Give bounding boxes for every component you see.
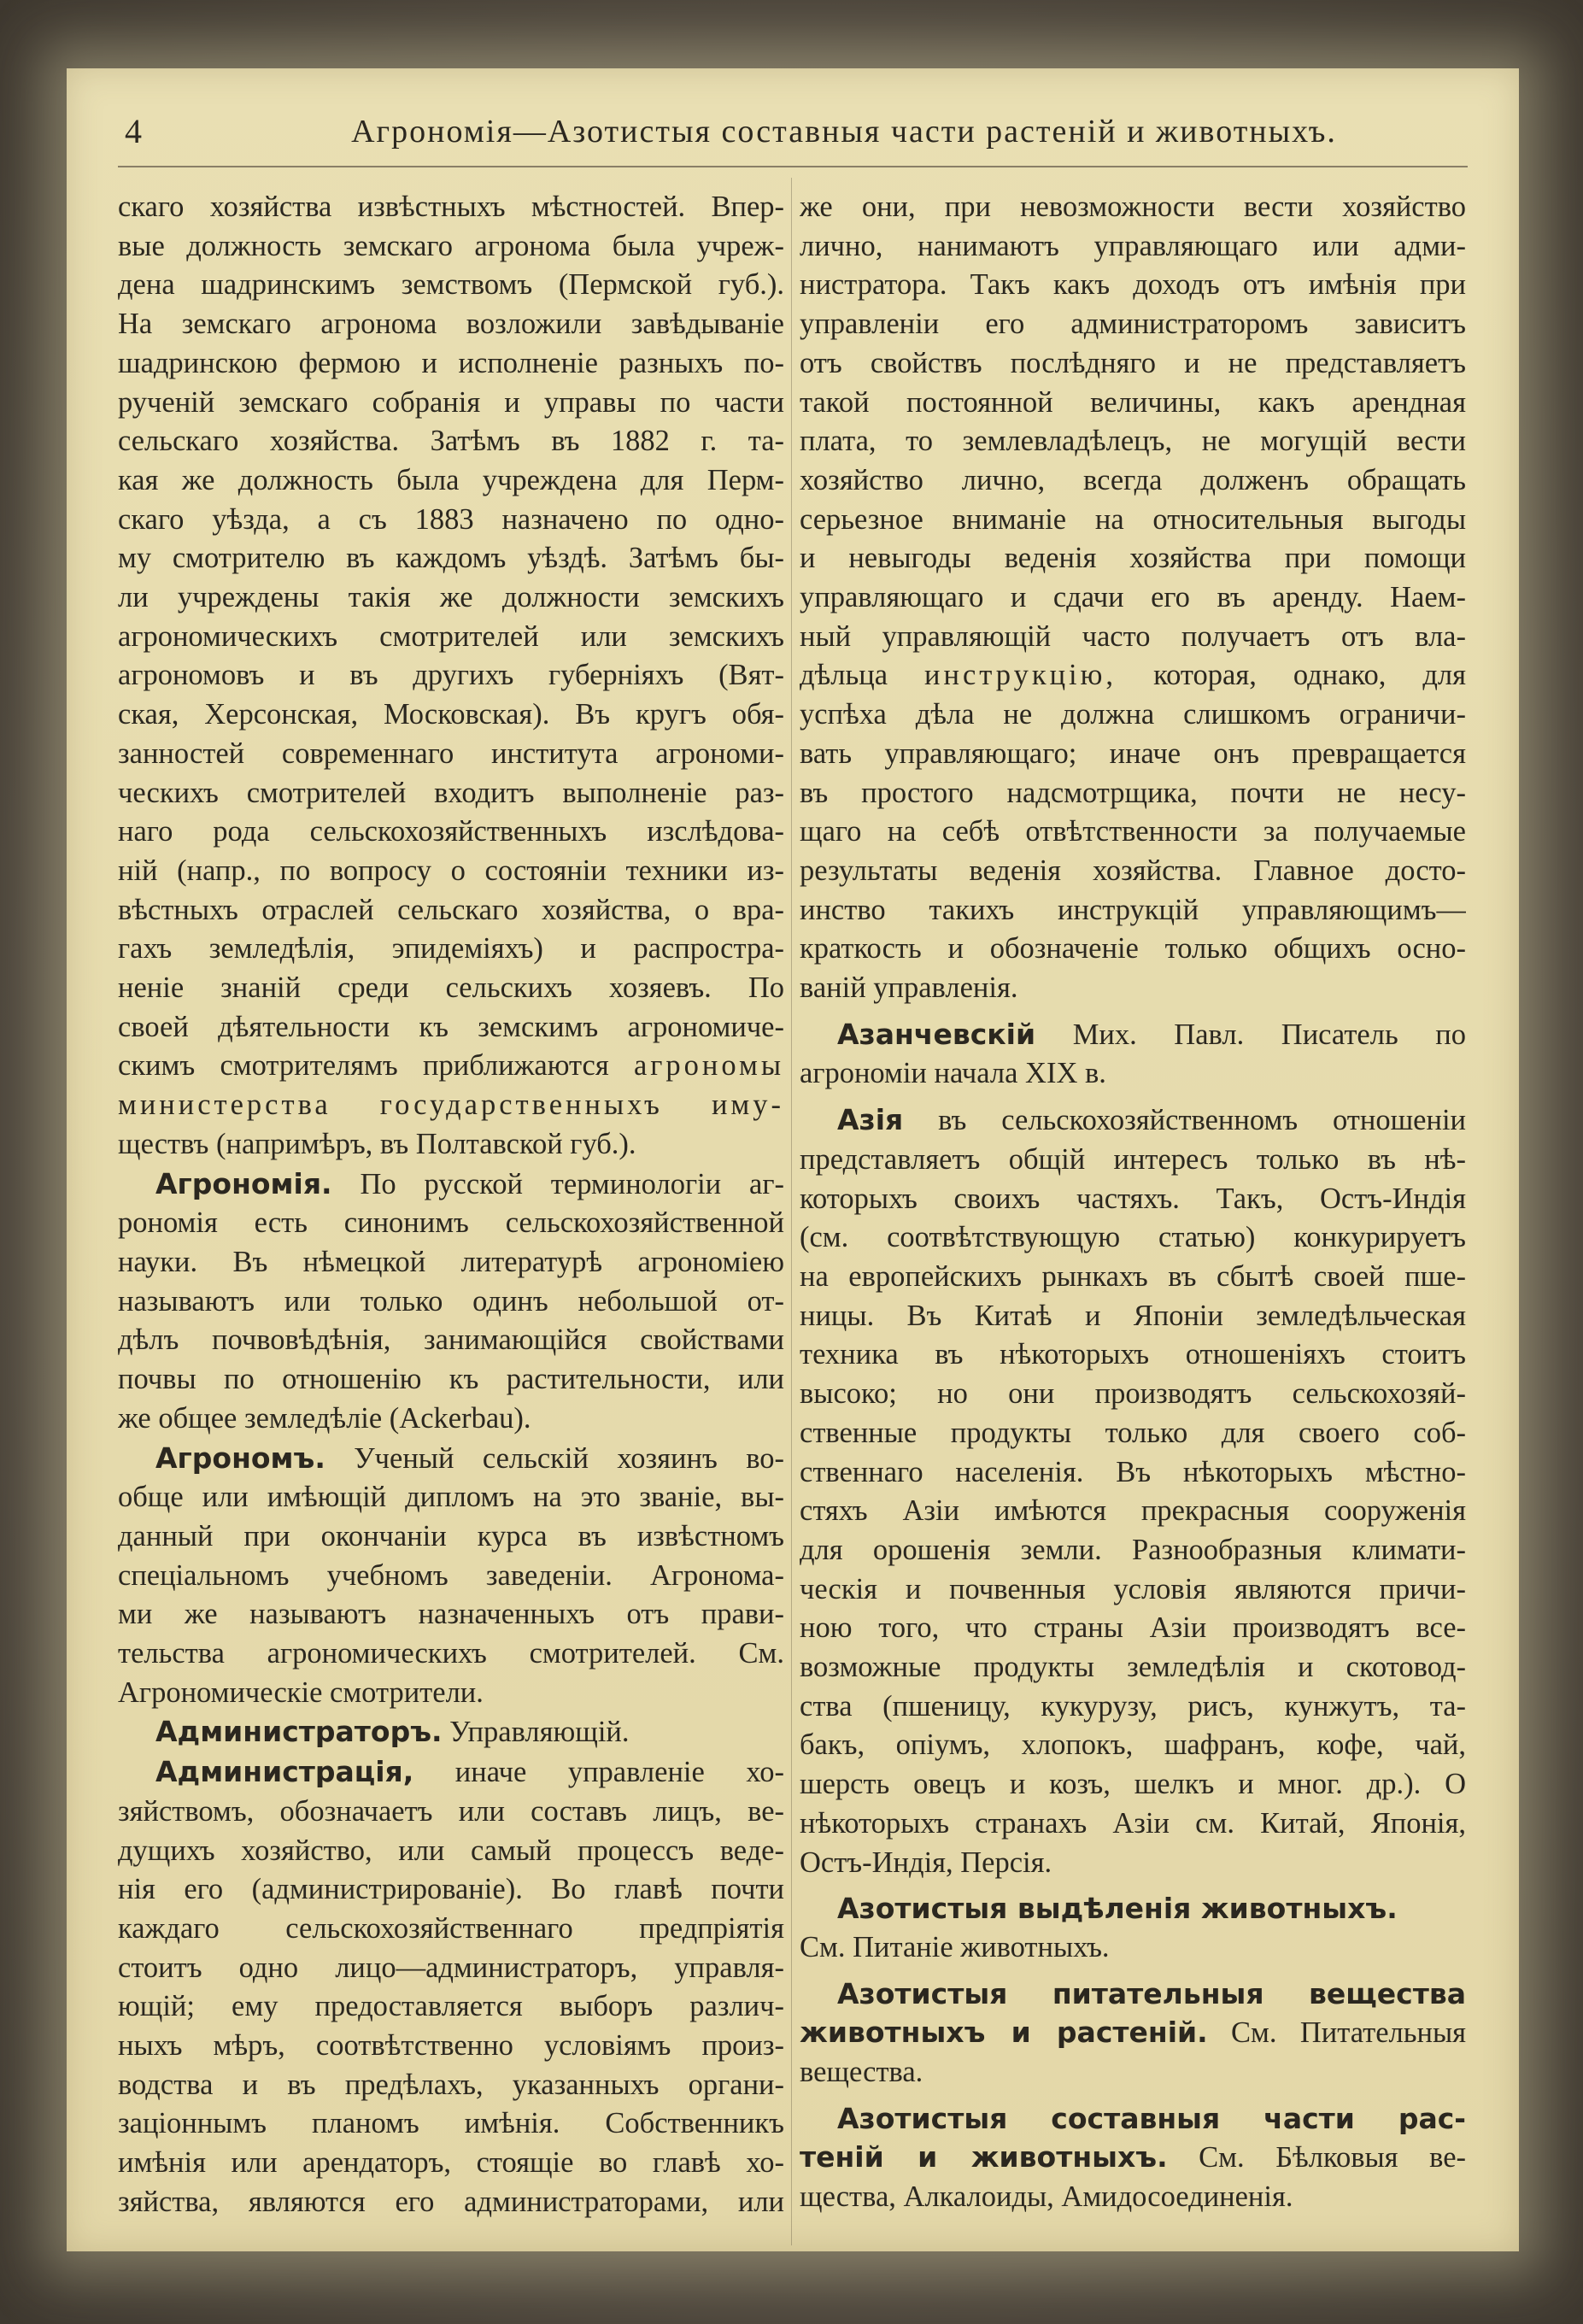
text-line: ственные продукты только для своего соб-	[800, 1416, 1466, 1449]
text-line: агрономовъ и въ другихъ губерніяхъ (Вят-	[118, 659, 784, 692]
entry-administrator	[118, 1712, 784, 1752]
entry-vydeleniya-headword: Азотистыя выдѣленія животныхъ.	[837, 1892, 1398, 1926]
text-line	[118, 1047, 784, 1086]
text-line: стоитъ одно лицо—администраторъ, управля-	[118, 1951, 784, 1984]
text-line	[800, 2138, 1466, 2178]
text-line: Агрономическіе смотрители.	[118, 1676, 484, 1709]
text-line: агрономіи начала XIX в.	[800, 1057, 1106, 1090]
text-line: агрономическихъ смотрителей или земскихъ	[118, 619, 784, 653]
text-line: бакъ, опіумъ, хлопокъ, шафранъ, кофе, чай,	[800, 1728, 1466, 1762]
text-line: техника въ нѣкоторыхъ отношеніяхъ стоитъ	[800, 1338, 1466, 1371]
entry-agronom	[118, 1439, 784, 1479]
text-line: лично, нанимаютъ управляющаго или адми-	[800, 229, 1466, 262]
entry-headword: Администрація,	[155, 1755, 414, 1789]
text-line: для орошенія земли. Разнообразныя климати-	[800, 1533, 1466, 1566]
spaced-term: агрономы	[633, 1049, 784, 1083]
text-line: скаго уѣзда, а съ 1883 назначено по одно-	[118, 502, 784, 536]
text-line: ми же называютъ назначенныхъ отъ прави-	[118, 1598, 784, 1631]
text-line: же они, при невозможности вести хозяйство	[800, 191, 1466, 223]
text-line: въ простого надсмотрщика, почти не несу-	[800, 776, 1466, 809]
text-line: хозяйство лично, всегда долженъ обращать	[800, 463, 1466, 496]
running-head: Агрономія—Азотистыя составныя части растеній и животныхъ.	[351, 114, 1337, 150]
text-segment: скимъ смотрителямъ приближаются	[118, 1049, 634, 1083]
text-line: наго рода сельскохозяйственныхъ изслѣдова-	[118, 815, 784, 848]
text-line: На земскаго агронома возложили завѣдываніе	[118, 308, 784, 341]
text-line: результаты веденія хозяйства. Главное досто-	[800, 854, 1466, 887]
text-line: сельскаго хозяйства. Затѣмъ въ 1882 г. та-	[118, 425, 784, 458]
text-line: заціоннымъ планомъ имѣнія. Собственникъ	[118, 2107, 784, 2140]
page-header	[118, 97, 1468, 167]
text-line: занностей современнаго института агрономи-	[118, 737, 784, 770]
right-column	[800, 188, 1466, 2217]
text-line: щаго на себѣ отвѣтственности за получаемые	[800, 815, 1466, 848]
entry-pitatelnye-headword: Азотистыя питательныя вещества	[837, 1976, 1466, 2010]
text-segment: См. Питательныя	[1207, 2016, 1466, 2050]
text-segment: въ сельскохозяйственномъ отношеніи	[903, 1104, 1466, 1137]
text-line: щества, Алкалоиды, Амидосоединенія.	[800, 2180, 1293, 2214]
entry-headword: Азанчевскій	[837, 1017, 1036, 1051]
text-line: возможные продукты земледѣлія и скотовод-	[800, 1651, 1466, 1684]
text-line	[800, 2013, 1466, 2053]
text-line: науки. Въ нѣмецкой литературѣ агрономіею	[118, 1245, 784, 1278]
text-line: ющій; ему предоставляется выборъ различ-	[118, 1990, 784, 2023]
text-line: ства (пшеницу, кукурузу, рисъ, кунжутъ, та-	[800, 1689, 1466, 1722]
text-line: такой постоянной величины, какъ арендная	[800, 385, 1466, 419]
column-divider	[791, 178, 792, 2245]
text-line: нистратора. Такъ какъ доходъ отъ имѣнія при	[800, 268, 1466, 302]
text-line: управленіи его администраторомъ зависитъ	[800, 308, 1466, 341]
text-line: дущихъ хозяйство, или самый процессъ веде-	[118, 1834, 784, 1867]
text-line: вещества.	[800, 2056, 923, 2089]
entry-headword: Агрономія.	[155, 1166, 332, 1200]
text-line: почвы по отношенію къ растительности, или	[118, 1363, 784, 1396]
entry-headword: теній и животныхъ.	[800, 2140, 1168, 2174]
text-line: дѣлъ почвовѣдѣнія, занимающійся свойствами	[118, 1323, 784, 1357]
text-line: называютъ или только одинъ небольшой от-	[118, 1284, 784, 1318]
text-line: краткость и обозначеніе только общихъ осно-	[800, 932, 1466, 965]
text-line: же общее земледѣліе (Ackerbau).	[118, 1401, 531, 1435]
text-line: скаго хозяйства извѣстныхъ мѣстностей. Впер-	[118, 191, 784, 223]
text-line: ли учреждены такія же должности земскихъ	[118, 581, 784, 614]
entry-administratsiya	[118, 1752, 784, 1793]
text-segment: Мих. Павл. Писатель по	[1035, 1018, 1466, 1051]
text-line: рученій земскаго собранія и управы по части	[118, 385, 784, 419]
text-line: управляющаго и сдачи его въ аренду. Наем-	[800, 581, 1466, 614]
text-line: тельства агрономическихъ смотрителей. См.	[118, 1637, 784, 1670]
entry-aziya	[800, 1100, 1466, 1141]
entry-sostavnye-headword: Азотистыя составныя части рас-	[837, 2101, 1466, 2135]
text-line: которыхъ своихъ частяхъ. Такъ, Остъ-Индія	[800, 1182, 1466, 1215]
text-line: ственнаго населенія. Въ нѣкоторыхъ мѣстно-	[800, 1455, 1466, 1488]
text-line: спеціальномъ учебномъ заведеніи. Агронома-	[118, 1558, 784, 1592]
text-line: ныхъ мѣръ, соотвѣтственно условіямъ произ-	[118, 2029, 784, 2063]
text-line: высоко; но они производятъ сельскохозяй-	[800, 1377, 1466, 1411]
text-line	[800, 656, 1466, 695]
spaced-term: инструкцію,	[924, 659, 1117, 692]
text-line: представляетъ общій интересъ только въ нѣ-	[800, 1142, 1466, 1176]
entry-headword: Агрономъ.	[155, 1441, 325, 1475]
text-line: ній (напр., по вопросу о состояніи техники из-	[118, 854, 784, 887]
text-line: зяйства, являются его администраторами, или	[118, 2185, 784, 2218]
text-line: отъ свойствъ послѣдняго и не представляетъ	[800, 346, 1466, 379]
text-segment: Ученый сельскій хозяинъ во-	[325, 1441, 784, 1475]
text-line: серьезное вниманіе на относительныя выгоды	[800, 502, 1466, 536]
entry-agronomiya	[118, 1165, 784, 1205]
text-line: нѣкоторыхъ странахъ Азіи см. Китай, Японія,	[800, 1806, 1466, 1840]
text-line: водства и въ предѣлахъ, указанныхъ органи-	[118, 2068, 784, 2101]
text-line: зяйствомъ, обозначаетъ или составъ лицъ, ве-	[118, 1794, 784, 1828]
text-line: ществъ (напримѣръ, въ Полтавской губ.).	[118, 1127, 636, 1160]
text-line: рономія есть синонимъ сельскохозяйственной	[118, 1206, 784, 1240]
text-line: ческихъ смотрителей входитъ выполненіе раз-	[118, 776, 784, 809]
text-line: нія его (администрированіе). Во главѣ почти	[118, 1873, 784, 1906]
text-segment: По русской терминологіи аг-	[331, 1167, 784, 1200]
text-line: и невыгоды веденія хозяйства при помощи	[800, 542, 1466, 575]
text-line: ною того, что страны Азіи производятъ все-	[800, 1611, 1466, 1645]
text-line: данный при окончаніи курса въ извѣстномъ	[118, 1519, 784, 1552]
text-line: имѣнія или арендаторъ, стоящіе во главѣ хо-	[118, 2146, 784, 2180]
left-column	[118, 188, 784, 2222]
text-line: шадринскою фермою и исполненіе разныхъ по-	[118, 346, 784, 379]
text-segment: которая, однако, для	[1117, 659, 1466, 692]
entry-headword: Азія	[837, 1103, 904, 1137]
entry-headword: животныхъ и растеній.	[800, 2016, 1208, 2050]
entry-headword: Администраторъ.	[155, 1715, 443, 1749]
text-segment: См. Бѣлковыя ве-	[1167, 2141, 1466, 2174]
page-number: 4	[125, 112, 143, 150]
text-line: ный управляющій часто получаетъ отъ вла-	[800, 619, 1466, 653]
text-segment: Управляющій.	[442, 1716, 630, 1749]
text-line: обще или имѣющій дипломъ на это званіе, вы-	[118, 1481, 784, 1514]
text-line: ваній управленія.	[800, 971, 1018, 1005]
text-line: ницы. Въ Китаѣ и Японіи земледѣльческая	[800, 1299, 1466, 1332]
text-line: министерства государственныхъ иму-	[118, 1089, 784, 1122]
text-line: ческія и почвенныя условія являются причи-	[800, 1572, 1466, 1605]
text-line: вѣстныхъ отраслей сельскаго хозяйства, о вра-	[118, 893, 784, 926]
text-line: шерсть овецъ и козъ, шелкъ и мног. др.). О	[800, 1768, 1466, 1801]
text-segment: иначе управленіе хо-	[413, 1756, 784, 1789]
text-line: вать управляющаго; иначе онъ превращается	[800, 737, 1466, 770]
text-line: (см. соотвѣтствующую статью) конкурируетъ	[800, 1221, 1466, 1254]
text-line: кая же должность была учреждена для Перм-	[118, 463, 784, 496]
text-line: гахъ земледѣлія, эпидеміяхъ) и распростра-	[118, 932, 784, 965]
text-segment: дѣльца	[800, 659, 925, 692]
text-line: Остъ-Индія, Персія.	[800, 1846, 1052, 1879]
text-line: вые должность земскаго агронома была учреж-	[118, 229, 784, 262]
text-line: каждаго сельскохозяйственнаго предпріятія	[118, 1911, 784, 1945]
text-line: успѣха дѣла не должна слишкомъ ограничи-	[800, 698, 1466, 731]
text-line: См. Питаніе животныхъ.	[800, 1930, 1110, 1963]
text-line: на европейскихъ рынкахъ въ сбытѣ своей пше-	[800, 1259, 1466, 1293]
book-page	[67, 68, 1519, 2251]
text-line: стяхъ Азіи имѣются прекрасныя сооруженія	[800, 1494, 1466, 1528]
text-line: инство такихъ инструкцій управляющимъ—	[800, 893, 1466, 926]
text-line: му смотрителю въ каждомъ уѣздѣ. Затѣмъ бы-	[118, 542, 784, 575]
entry-azanchevsky	[800, 1015, 1466, 1055]
text-line: плата, то землевладѣлецъ, не могущій вести	[800, 425, 1466, 458]
text-line: ская, Херсонская, Московская). Въ кругъ обя-	[118, 698, 784, 731]
text-line: дена шадринскимъ земствомъ (Пермской губ.).	[118, 268, 784, 302]
text-line: неніе знаній среди сельскихъ хозяевъ. По	[118, 971, 784, 1005]
text-line: своей дѣятельности къ земскимъ агрономиче-	[118, 1010, 784, 1043]
